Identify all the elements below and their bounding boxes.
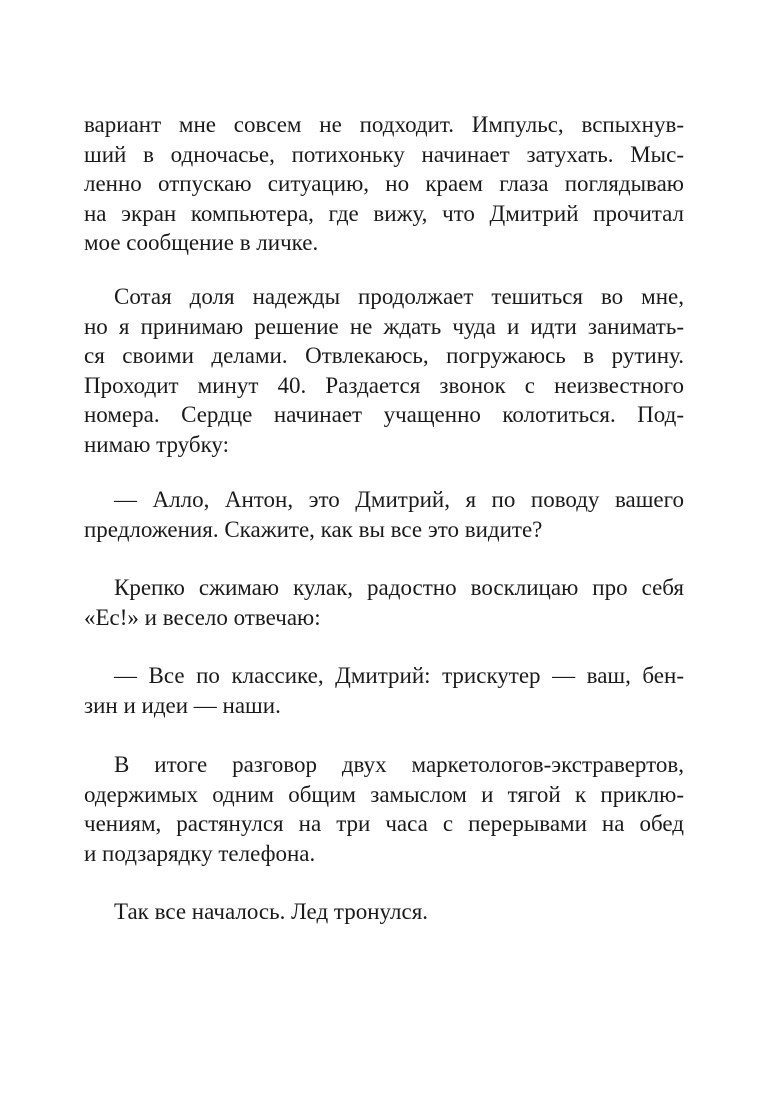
text-line: — Все по классике, Дмитрий: трискутер — ваш, бен- (114, 663, 684, 688)
text-line: ся своими делами. Отвлекаюсь, погружаюсь в рутину. (84, 343, 684, 368)
text-line: Проходит минут 40. Раздается звонок с неизвестного (84, 372, 684, 398)
text-line: зин и идеи — наши. (84, 692, 281, 718)
text-line: и подзарядку телефона. (84, 840, 316, 866)
text-line: ленно отпускаю ситуацию, но краем глаза поглядываю (84, 171, 684, 196)
text-line: номера. Сердце начинает учащенно колотиться. Под- (84, 402, 684, 427)
text-line: на экран компьютера, где вижу, что Дмитрий прочитал (84, 200, 684, 226)
paragraph-6 (84, 750, 684, 868)
text-line: В итоге разговор двух маркетологов-экстравертов, (114, 752, 684, 777)
paragraph-3 (84, 485, 684, 544)
text-line: предложения. Скажите, как вы все это видите? (84, 516, 543, 542)
text-line: вариант мне совсем не подходит. Импульс, вспыхнув- (84, 112, 684, 137)
paragraph-5 (84, 661, 684, 720)
text-line: Сотая доля надежды продолжает тешиться во мне, (114, 284, 684, 309)
paragraph-2 (84, 282, 684, 459)
paragraph-4 (84, 573, 684, 632)
text-line: Крепко сжимаю кулак, радостно восклицаю про себя (114, 575, 684, 600)
paragraph-1 (84, 110, 684, 258)
text-line: чениям, растянулся на три часа с перерывами на обед (84, 811, 684, 836)
text-line: одержимых одним общим замыслом и тягой к приклю- (84, 781, 684, 807)
text-line: ший в одночасье, потихоньку начинает затухать. Мыс- (84, 141, 684, 167)
paragraph-7 (84, 897, 684, 927)
text-line: Так все началось. Лед тронулся. (114, 899, 429, 924)
text-line: — Алло, Антон, это Дмитрий, я по поводу вашего (114, 487, 684, 512)
text-line: мое сообщение в личке. (84, 230, 319, 255)
text-line: но я принимаю решение не ждать чуда и идти занимать- (84, 313, 684, 339)
text-line: нимаю трубку: (84, 431, 230, 457)
text-line: «Ес!» и весело отвечаю: (84, 604, 321, 630)
